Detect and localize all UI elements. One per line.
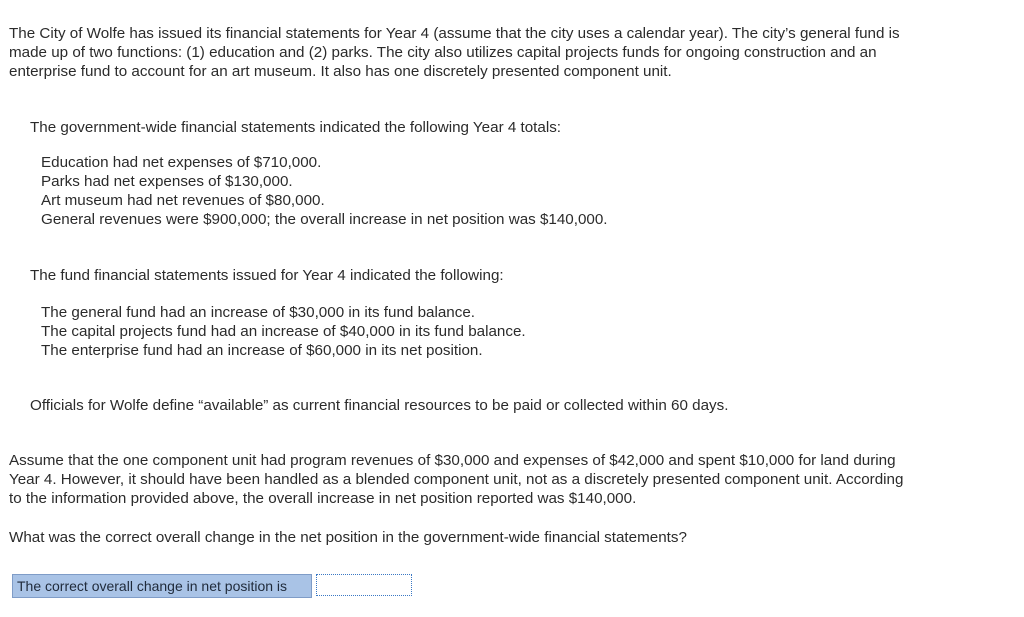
intro-paragraph (9, 24, 1009, 81)
assumption-line: Year 4. However, it should have been handled as a blended component unit, not as a discretely presented component unit. According (9, 471, 904, 488)
question-text: What was the correct overall change in the net position in the government-wide financial statements? (9, 529, 687, 546)
answer-row (12, 574, 412, 598)
list-item: The general fund had an increase of $30,000 in its fund balance. (41, 304, 476, 321)
government-wide-heading: The government-wide financial statements indicated the following Year 4 totals: (30, 119, 562, 136)
answer-label: The correct overall change in net position is (12, 574, 312, 598)
assumption-line: to the information provided above, the overall increase in net position reported was $140,000. (9, 490, 637, 507)
answer-input[interactable] (316, 574, 412, 596)
fund-statements-list (41, 303, 526, 360)
government-wide-list (41, 153, 608, 229)
list-item: General revenues were $900,000; the overall increase in net position was $140,000. (41, 211, 608, 228)
intro-line: made up of two functions: (1) education and (2) parks. The city also utilizes capital projects funds for ongoing construction and an (9, 44, 877, 61)
list-item: Education had net expenses of $710,000. (41, 154, 322, 171)
list-item: The enterprise fund had an increase of $60,000 in its net position. (41, 342, 483, 359)
list-item: Parks had net expenses of $130,000. (41, 173, 293, 190)
list-item: The capital projects fund had an increase of $40,000 in its fund balance. (41, 323, 526, 340)
list-item: Art museum had net revenues of $80,000. (41, 192, 325, 209)
assumption-paragraph (9, 451, 1009, 508)
fund-statements-heading: The fund financial statements issued for Year 4 indicated the following: (30, 267, 504, 284)
intro-line: The City of Wolfe has issued its financial statements for Year 4 (assume that the city uses a calendar year). The city’s general fund is (9, 25, 900, 42)
available-definition: Officials for Wolfe define “available” as current financial resources to be paid or collected within 60 days. (30, 397, 729, 414)
assumption-line: Assume that the one component unit had program revenues of $30,000 and expenses of $42,000 and spent $10,000 for land during (9, 452, 896, 469)
intro-line: enterprise fund to account for an art museum. It also has one discretely presented component unit. (9, 63, 672, 80)
